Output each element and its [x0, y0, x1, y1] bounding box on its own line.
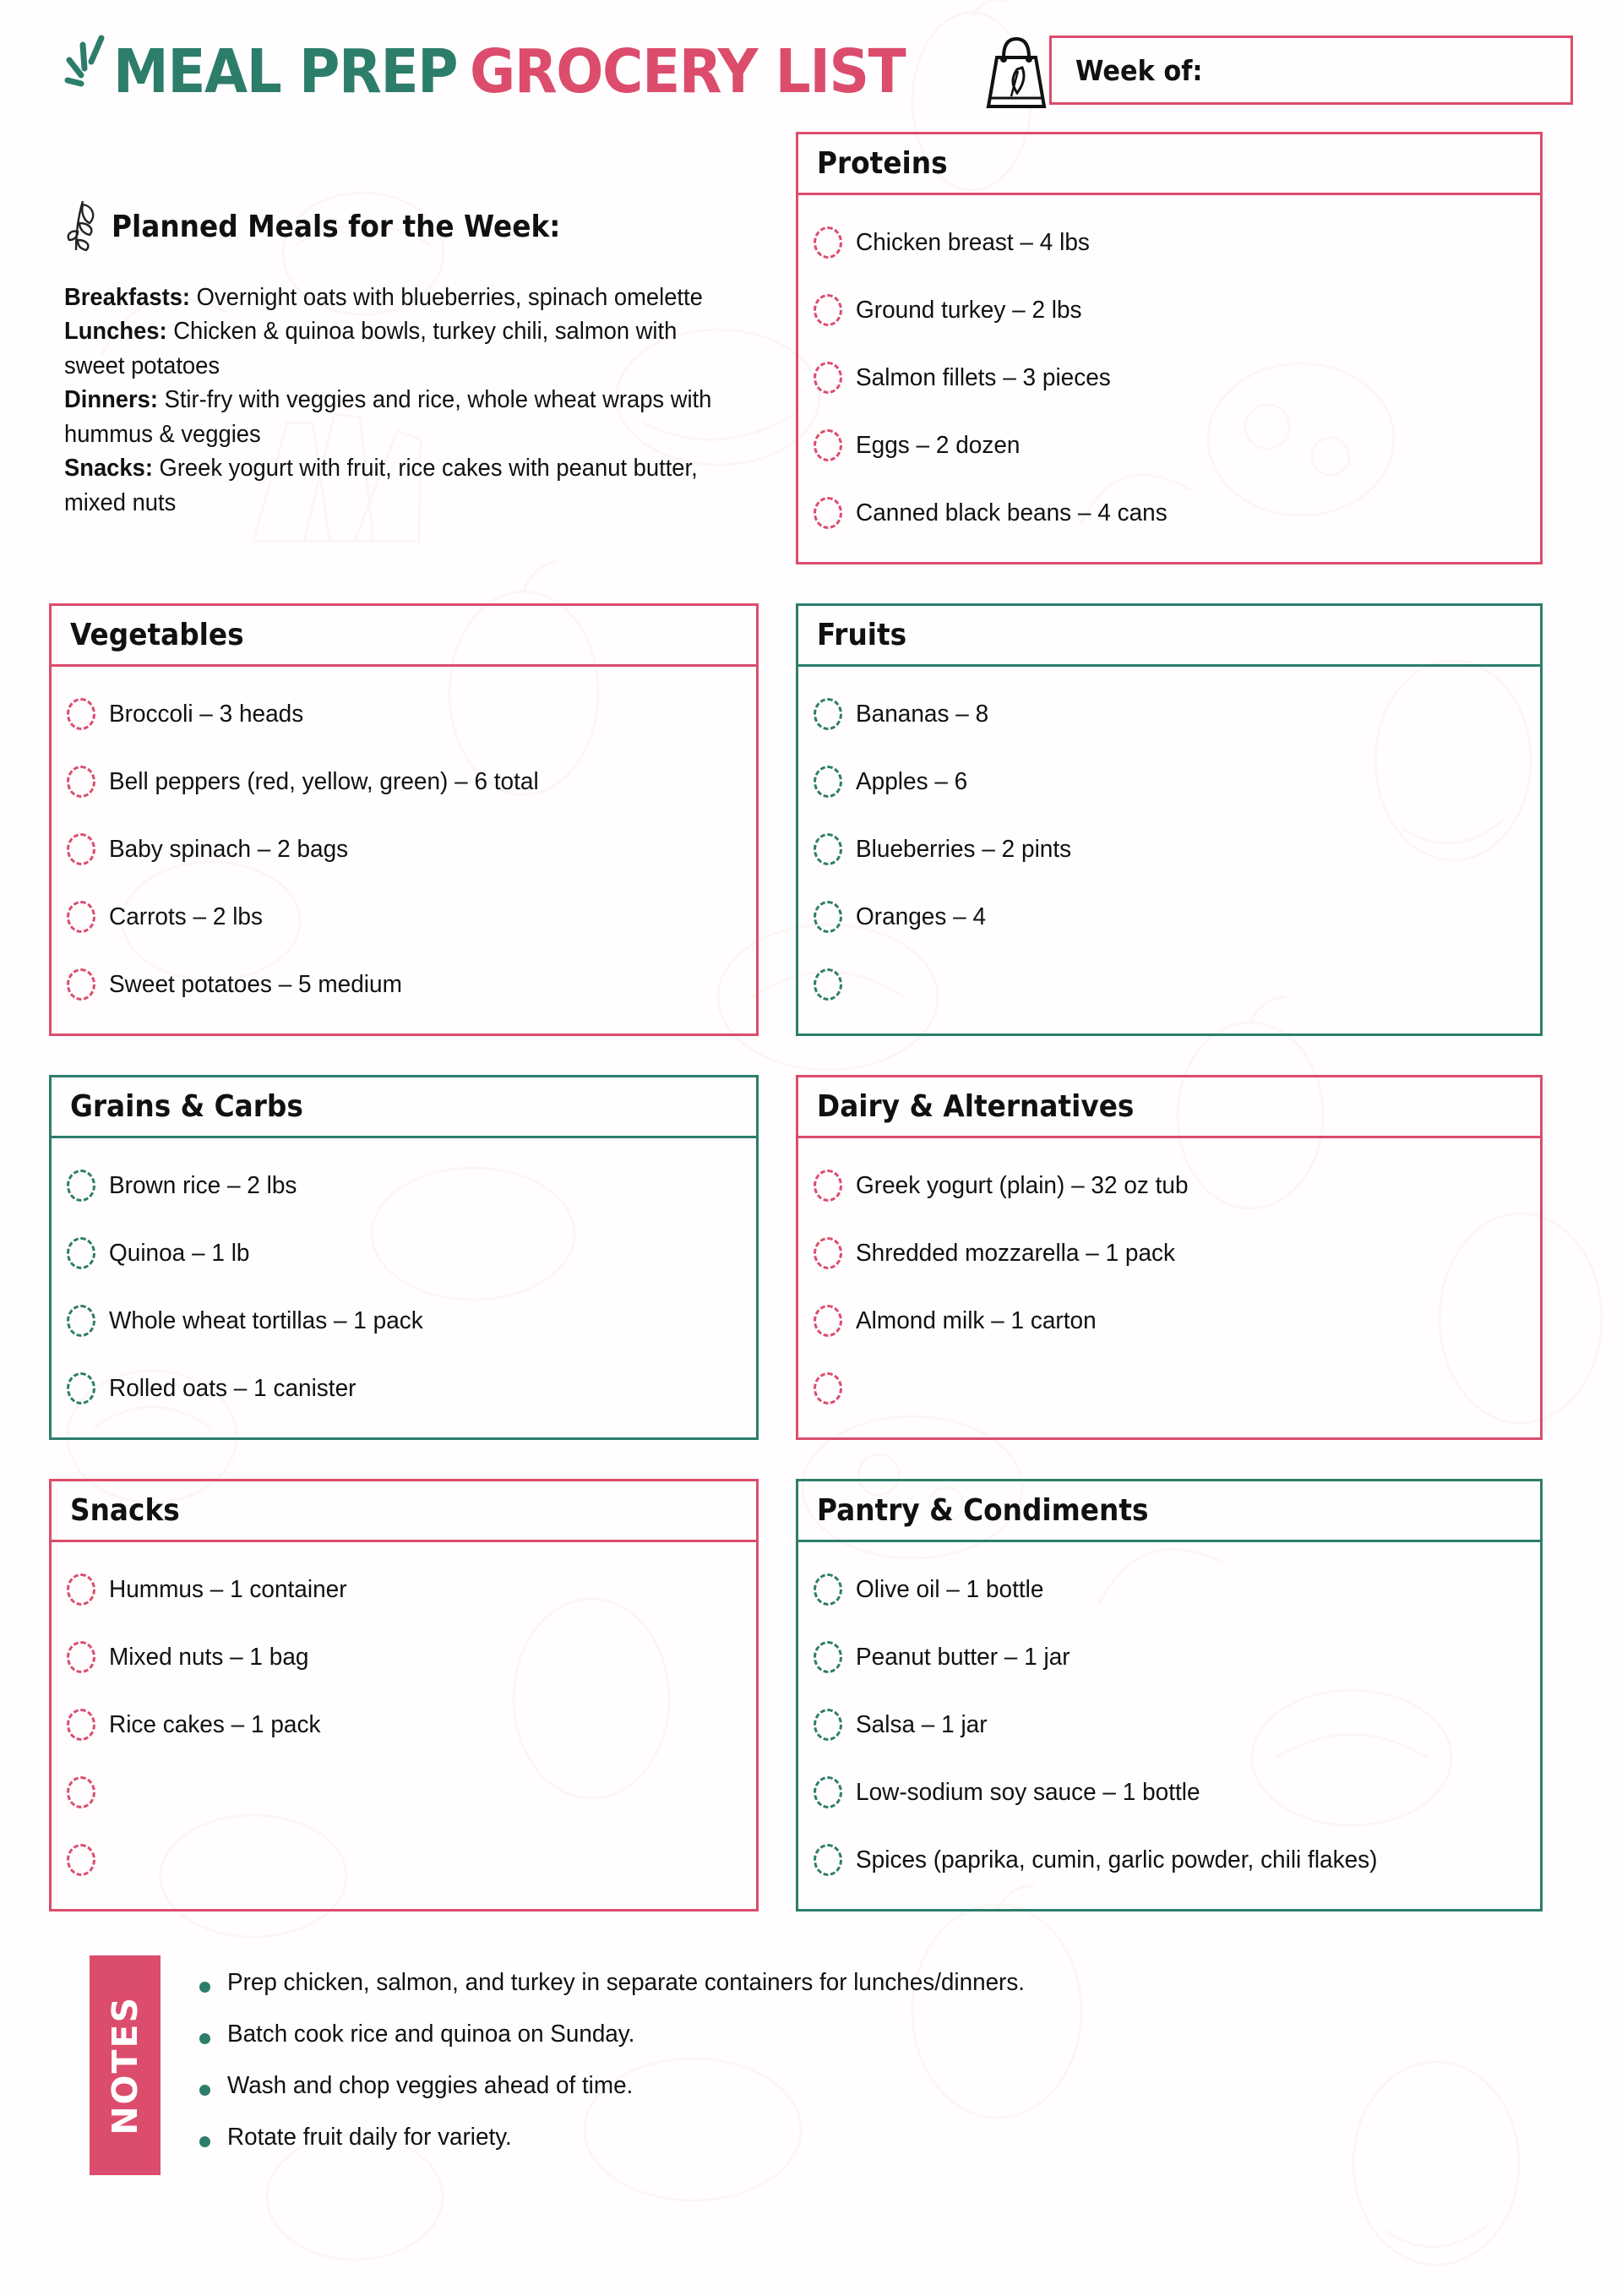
card-title-proteins: Proteins: [817, 146, 948, 181]
list-item[interactable]: [67, 883, 741, 951]
card-title-snacks: Snacks: [70, 1493, 180, 1528]
row-one: [49, 132, 1573, 564]
item-label: Shredded mozzarella – 1 pack: [856, 1239, 1176, 1267]
checkbox-circle-icon[interactable]: [67, 1237, 95, 1269]
checkbox-circle-icon[interactable]: [67, 1372, 95, 1404]
page-title: [113, 35, 906, 106]
snacks-column: [49, 1479, 759, 1912]
grains-column: [49, 1075, 759, 1440]
planned-meals-title: Planned Meals for the Week:: [112, 209, 561, 244]
list-item[interactable]: [814, 680, 1525, 748]
list-item-empty[interactable]: [67, 1826, 741, 1894]
list-item[interactable]: [67, 815, 741, 883]
checkbox-circle-icon[interactable]: [67, 833, 95, 865]
checkbox-circle-icon[interactable]: [814, 1305, 842, 1337]
spacer: [49, 564, 1573, 603]
proteins-column: [796, 132, 1543, 564]
list-item[interactable]: [814, 748, 1525, 815]
list-item[interactable]: [67, 1355, 741, 1422]
list-item[interactable]: [814, 1759, 1525, 1826]
category-card-grains: [49, 1075, 759, 1440]
item-label: Peanut butter – 1 jar: [856, 1643, 1070, 1671]
checkbox-circle-icon[interactable]: [814, 1573, 842, 1606]
notes-label-tab: [90, 1955, 161, 2175]
list-item[interactable]: [814, 1556, 1525, 1623]
bullet-dot-icon: [199, 2136, 210, 2147]
item-label: Chicken breast – 4 lbs: [856, 228, 1090, 256]
checkbox-circle-icon[interactable]: [814, 429, 842, 461]
note-item: [199, 2021, 1573, 2072]
checkbox-circle-icon[interactable]: [814, 698, 842, 730]
category-card-proteins: [796, 132, 1543, 564]
card-header-vegetables: [52, 606, 756, 667]
category-card-fruits: [796, 603, 1543, 1036]
item-label: Sweet potatoes – 5 medium: [109, 970, 402, 998]
card-body-pantry: [798, 1542, 1540, 1909]
list-item[interactable]: [67, 748, 741, 815]
item-label: Low-sodium soy sauce – 1 bottle: [856, 1778, 1200, 1806]
list-item[interactable]: [67, 1287, 741, 1355]
item-label: Bell peppers (red, yellow, green) – 6 total: [109, 767, 539, 795]
card-header-snacks: [52, 1481, 756, 1542]
meal-text-breakfasts: Overnight oats with blueberries, spinach omelette: [190, 284, 703, 311]
checkbox-circle-icon[interactable]: [814, 1776, 842, 1808]
item-label: Olive oil – 1 bottle: [856, 1575, 1044, 1603]
item-label: Almond milk – 1 carton: [856, 1306, 1097, 1334]
checkbox-circle-icon[interactable]: [814, 1372, 842, 1404]
note-text: Rotate fruit daily for variety.: [227, 2124, 512, 2151]
leaf-sprig-icon: [64, 198, 103, 252]
list-item[interactable]: [814, 1287, 1525, 1355]
meal-label-breakfasts: Breakfasts:: [64, 284, 191, 311]
row-four: [49, 1479, 1573, 1912]
item-label: Broccoli – 3 heads: [109, 700, 304, 728]
checkbox-circle-icon[interactable]: [814, 362, 842, 394]
meal-line-dinners: [64, 383, 731, 451]
item-label: Blueberries – 2 pints: [856, 835, 1072, 863]
item-label: Whole wheat tortillas – 1 pack: [109, 1306, 423, 1334]
title-block: [49, 29, 1049, 113]
list-item-empty[interactable]: [67, 1759, 741, 1826]
checkbox-circle-icon[interactable]: [814, 766, 842, 798]
checkbox-circle-icon[interactable]: [814, 226, 842, 259]
meal-line-snacks: [64, 451, 731, 520]
planned-meals-header: [64, 198, 759, 255]
list-item[interactable]: [814, 1691, 1525, 1759]
title-meal-prep: MEAL PREP: [113, 35, 458, 106]
item-label: Carrots – 2 lbs: [109, 903, 263, 930]
planned-meals-section: [49, 132, 759, 520]
list-item[interactable]: [67, 1691, 741, 1759]
meal-text-snacks: Greek yogurt with fruit, rice cakes with peanut butter, mixed nuts: [64, 455, 698, 516]
list-item[interactable]: [67, 680, 741, 748]
checkbox-circle-icon[interactable]: [67, 1844, 95, 1876]
fruits-column: [796, 603, 1543, 1036]
category-card-dairy: [796, 1075, 1543, 1440]
checkbox-circle-icon[interactable]: [67, 766, 95, 798]
checkbox-circle-icon[interactable]: [814, 1709, 842, 1741]
note-item: [199, 1969, 1573, 2021]
vegetables-column: [49, 603, 759, 1036]
meal-label-dinners: Dinners:: [64, 386, 158, 414]
card-title-vegetables: Vegetables: [70, 618, 244, 652]
pantry-column: [796, 1479, 1543, 1912]
item-label: Canned black beans – 4 cans: [856, 499, 1168, 526]
spacer: [49, 1036, 1573, 1075]
planned-meals-column: [49, 132, 759, 520]
note-item: [199, 2124, 1573, 2175]
item-label: Hummus – 1 container: [109, 1575, 347, 1603]
list-item[interactable]: [814, 1826, 1525, 1894]
card-header-pantry: [798, 1481, 1540, 1542]
list-item[interactable]: [814, 412, 1525, 479]
item-label: Salsa – 1 jar: [856, 1710, 988, 1738]
list-item[interactable]: [814, 883, 1525, 951]
list-item[interactable]: [814, 276, 1525, 344]
card-title-pantry: Pantry & Condiments: [817, 1493, 1149, 1528]
list-item-empty[interactable]: [814, 951, 1525, 1018]
checkbox-circle-icon[interactable]: [814, 901, 842, 933]
checkbox-circle-icon[interactable]: [67, 1709, 95, 1741]
note-text: Wash and chop veggies ahead of time.: [227, 2072, 634, 2099]
spacer: [49, 1440, 1573, 1479]
list-item-empty[interactable]: [814, 1355, 1525, 1422]
list-item[interactable]: [67, 1623, 741, 1691]
meal-label-snacks: Snacks:: [64, 455, 153, 483]
dairy-column: [796, 1075, 1543, 1440]
card-body-fruits: [798, 667, 1540, 1033]
row-three: [49, 1075, 1573, 1440]
checkbox-circle-icon[interactable]: [814, 1237, 842, 1269]
card-body-grains: [52, 1138, 756, 1437]
list-item[interactable]: [814, 1623, 1525, 1691]
meal-line-lunches: [64, 314, 731, 383]
list-item[interactable]: [814, 209, 1525, 276]
checkbox-circle-icon[interactable]: [67, 1305, 95, 1337]
row-two: [49, 603, 1573, 1036]
item-label: Apples – 6: [856, 767, 968, 795]
item-label: Quinoa – 1 lb: [109, 1239, 250, 1267]
note-text: Prep chicken, salmon, and turkey in separate containers for lunches/dinners.: [227, 1969, 1025, 1996]
list-item[interactable]: [814, 1152, 1525, 1219]
checkbox-circle-icon[interactable]: [67, 901, 95, 933]
checkbox-circle-icon[interactable]: [67, 1170, 95, 1202]
sparkle-icon: [64, 31, 112, 104]
item-label: Rice cakes – 1 pack: [109, 1710, 321, 1738]
category-card-snacks: [49, 1479, 759, 1912]
week-of-label: Week of:: [1075, 53, 1203, 87]
checkbox-circle-icon[interactable]: [67, 1573, 95, 1606]
card-header-grains: [52, 1077, 756, 1138]
list-item[interactable]: [814, 815, 1525, 883]
item-label: Oranges – 4: [856, 903, 987, 930]
card-title-fruits: Fruits: [817, 618, 907, 652]
note-text: Batch cook rice and quinoa on Sunday.: [227, 2021, 635, 2048]
card-header-dairy: [798, 1077, 1540, 1138]
planned-meals-body: [64, 281, 759, 520]
category-card-pantry: [796, 1479, 1543, 1912]
item-label: Brown rice – 2 lbs: [109, 1171, 297, 1199]
list-item[interactable]: [67, 1219, 741, 1287]
item-label: Ground turkey – 2 lbs: [856, 296, 1082, 324]
list-item[interactable]: [814, 479, 1525, 547]
week-of-field[interactable]: [1049, 35, 1573, 105]
checkbox-circle-icon[interactable]: [814, 1641, 842, 1673]
item-label: Baby spinach – 2 bags: [109, 835, 349, 863]
item-label: Greek yogurt (plain) – 32 oz tub: [856, 1171, 1189, 1199]
card-header-proteins: [798, 134, 1540, 195]
checkbox-circle-icon[interactable]: [67, 968, 95, 1001]
checkbox-circle-icon[interactable]: [67, 698, 95, 730]
card-body-proteins: [798, 195, 1540, 562]
checkbox-circle-icon[interactable]: [67, 1776, 95, 1808]
checkbox-circle-icon[interactable]: [814, 833, 842, 865]
note-item: [199, 2072, 1573, 2124]
checkbox-circle-icon[interactable]: [814, 294, 842, 326]
card-body-vegetables: [52, 667, 756, 1033]
card-title-dairy: Dairy & Alternatives: [817, 1089, 1135, 1124]
notes-list: [161, 1955, 1573, 2175]
checkbox-circle-icon[interactable]: [814, 1170, 842, 1202]
title-grocery-list: GROCERY LIST: [470, 35, 906, 106]
list-item[interactable]: [67, 951, 741, 1018]
checkbox-circle-icon[interactable]: [67, 1641, 95, 1673]
category-card-vegetables: [49, 603, 759, 1036]
list-item[interactable]: [814, 344, 1525, 412]
list-item[interactable]: [814, 1219, 1525, 1287]
meal-text-lunches: Chicken & quinoa bowls, turkey chili, salmon with sweet potatoes: [64, 318, 678, 379]
bullet-dot-icon: [199, 2033, 210, 2044]
list-item[interactable]: [67, 1556, 741, 1623]
item-label: Rolled oats – 1 canister: [109, 1374, 357, 1402]
list-item[interactable]: [67, 1152, 741, 1219]
bullet-dot-icon: [199, 1982, 210, 1993]
notes-label: NOTES: [105, 1995, 145, 2135]
card-body-snacks: [52, 1542, 756, 1909]
item-label: Spices (paprika, cumin, garlic powder, chili flakes): [856, 1846, 1378, 1873]
item-label: Mixed nuts – 1 bag: [109, 1643, 309, 1671]
item-label: Bananas – 8: [856, 700, 989, 728]
notes-section: [90, 1955, 1573, 2175]
page-header: [49, 29, 1573, 132]
item-label: Salmon fillets – 3 pieces: [856, 363, 1111, 391]
checkbox-circle-icon[interactable]: [814, 497, 842, 529]
bullet-dot-icon: [199, 2085, 210, 2096]
meal-label-lunches: Lunches:: [64, 318, 167, 346]
item-label: Eggs – 2 dozen: [856, 431, 1021, 459]
meal-text-dinners: Stir-fry with veggies and rice, whole wheat wraps with hummus & veggies: [64, 386, 712, 448]
card-body-dairy: [798, 1138, 1540, 1437]
shopping-bag-icon: [983, 32, 1049, 113]
meal-line-breakfasts: [64, 281, 731, 314]
card-header-fruits: [798, 606, 1540, 667]
checkbox-circle-icon[interactable]: [814, 968, 842, 1001]
checkbox-circle-icon[interactable]: [814, 1844, 842, 1876]
card-title-grains: Grains & Carbs: [70, 1089, 303, 1124]
